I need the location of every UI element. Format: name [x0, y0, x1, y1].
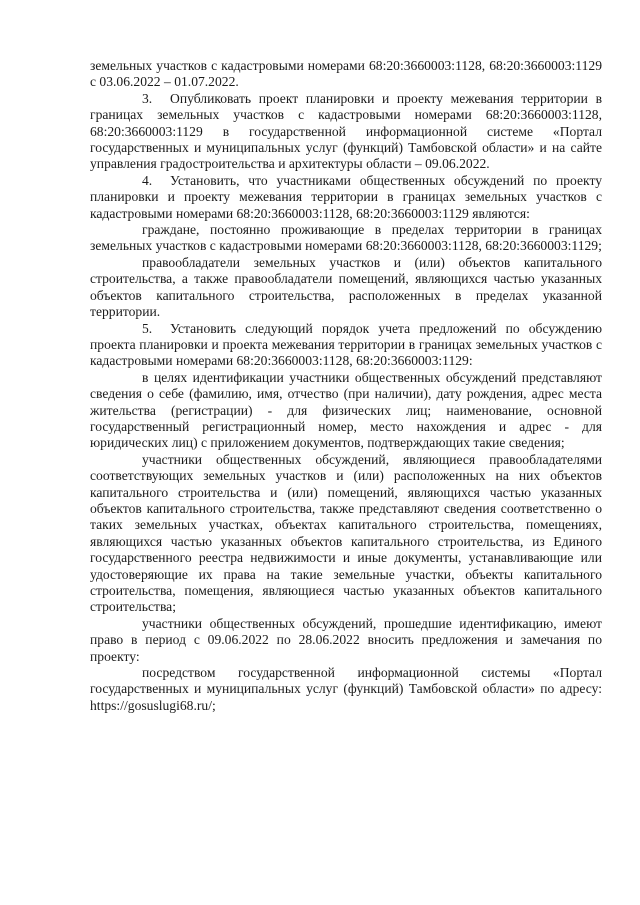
item-number: 4.	[142, 172, 153, 188]
paragraph-item-3	[90, 91, 602, 173]
paragraph-continuation	[90, 58, 602, 91]
paragraph-portal	[90, 665, 602, 714]
paragraph-proposals-period	[90, 616, 602, 665]
item-number: 3.	[142, 90, 153, 106]
paragraph-text: Установить, что участниками общественных обсуждений по проекту планировки и проекту межевания территории в границах земельных участков с кадастровыми номерами 68:20:3660003:1128, 68:20:3660003:1129 являются:	[90, 172, 602, 221]
paragraph-text: участники общественных обсуждений, прошедшие идентификацию, имеют право в период с 09.06.2022 по 28.06.2022 вносить предложения и замечания по проекту:	[90, 615, 602, 664]
paragraph-rightholders	[90, 255, 602, 321]
paragraph-identification	[90, 370, 602, 452]
paragraph-text: правообладатели земельных участков и (или) объектов капитального строительства, а также правообладатели помещений, являющихся частью указанных объектов капитального строительства, расположенных в пределах указанной территории.	[90, 254, 602, 320]
paragraph-citizens	[90, 222, 602, 255]
paragraph-text: Установить следующий порядок учета предложений по обсуждению проекта планировки и проекта межевания территории в границах земельных участков с кадастровыми номерами 68:20:3660003:1128, 68:20:3660003:1129:	[90, 320, 602, 369]
paragraph-text: земельных участков с кадастровыми номерами 68:20:3660003:1128, 68:20:3660003:1129 с 03.06.2022 – 01.07.2022.	[90, 58, 602, 90]
paragraph-text: участники общественных обсуждений, являющиеся правообладателями соответствующих земельных участков и (или) расположенных на них объектов капитального строительства и (или) помещений, являющихся частью указанных объектов капитального строительства, также представляют сведения соответственно о таких земельных участках, объектах капитального строительства, помещениях, являющихся частью указанных объектов капитального строительства, из Единого государственного реестра недвижимости и иные документы, устанавливающие или удостоверяющие их права на такие земельные участки, объекты капитального строительства, помещения, являющиеся частью указанных объектов капитального строительства;	[90, 451, 602, 615]
paragraph-item-4	[90, 173, 602, 222]
paragraph-rightholder-info	[90, 452, 602, 616]
document-page	[90, 58, 602, 714]
paragraph-text: посредством государственной информационной системы «Портал государственных и муниципальных услуг (функций) Тамбовской области» по адресу: https://gosuslugi68.ru/;	[90, 665, 602, 713]
paragraph-text: Опубликовать проект планировки и проекту межевания территории в границах земельных участков с кадастровыми номерами 68:20:3660003:1128, 68:20:3660003:1129 в государственной информационной системе «Портал государственных и муниципальных услуг (функций) Тамбовской области» и на сайте управления градостроительства и архитектуры области – 09.06.2022.	[90, 90, 602, 172]
paragraph-text: в целях идентификации участники общественных обсуждений представляют сведения о себе (фамилию, имя, отчество (при наличии), дату рождения, адрес места жительства (регистрации) - для физических лиц; наименование, основной государственный регистрационный номер, место нахождения и адрес - для юридических лиц) с приложением документов, подтверждающих такие сведения;	[90, 369, 602, 451]
paragraph-text: граждане, постоянно проживающие в пределах территории в границах земельных участков с кадастровыми номерами 68:20:3660003:1128, 68:20:3660003:1129;	[90, 222, 602, 254]
paragraph-item-5	[90, 321, 602, 370]
item-number: 5.	[142, 320, 153, 336]
